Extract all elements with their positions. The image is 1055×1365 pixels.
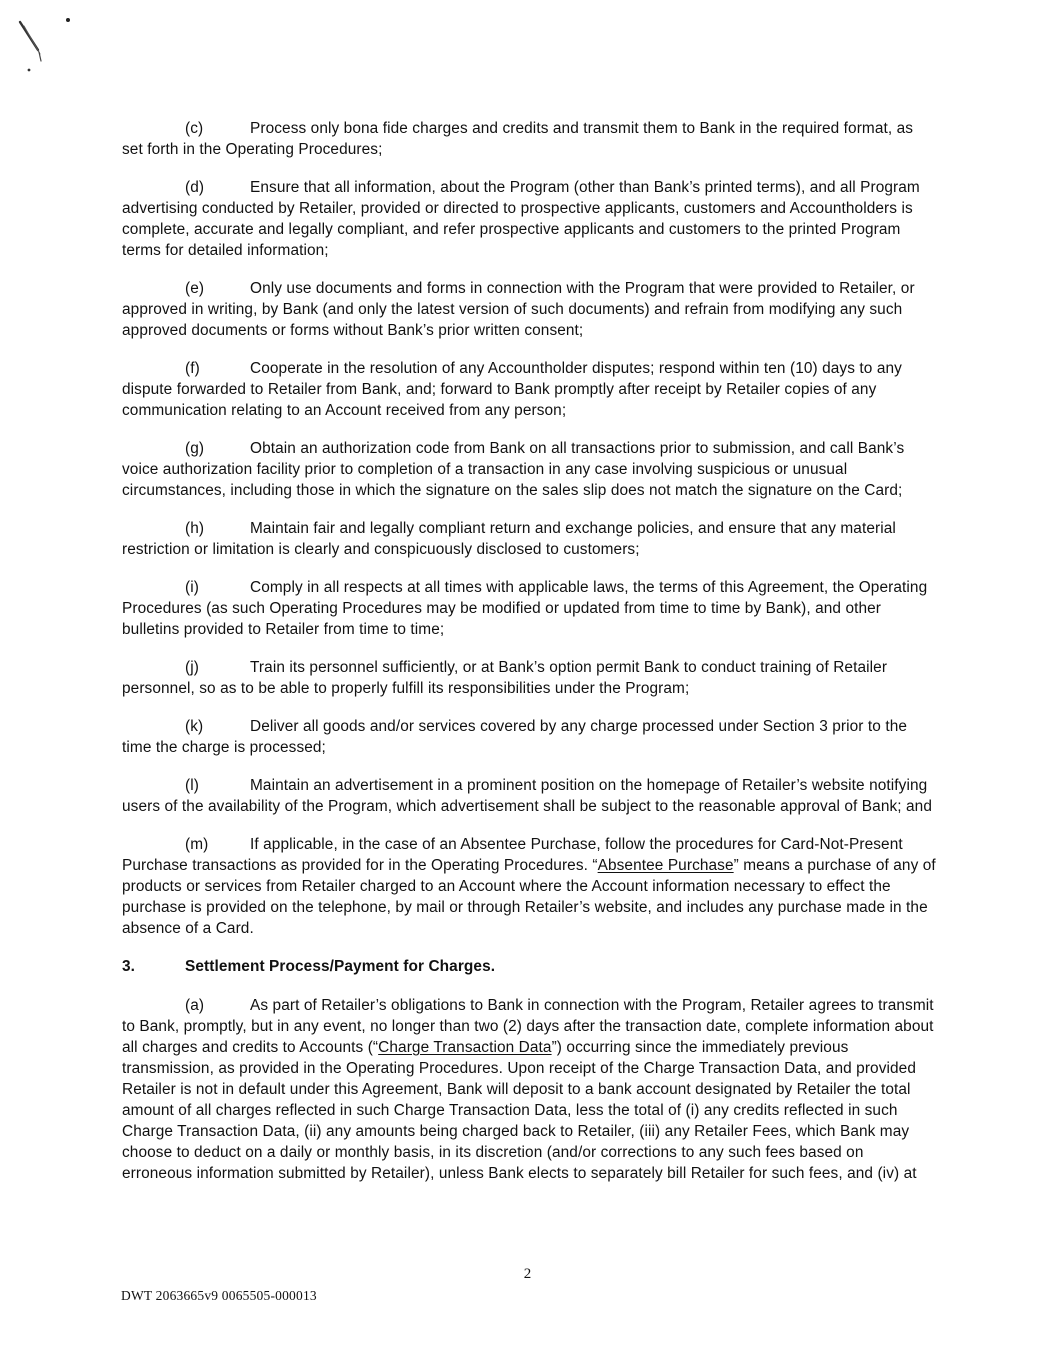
paragraph-j (122, 657, 936, 699)
paragraph-text: As part of Retailer’s obligations to Bank in connection with the Program, Retailer agrees to transmit to Bank, promptly, but in any event, no longer than two (2) days after the transaction date, complete information about all charges and credits to Accounts (“ (122, 997, 934, 1056)
paragraph-c (122, 118, 936, 160)
paragraph-label: (k) (185, 718, 204, 735)
paragraph-text: Train its personnel sufficiently, or at Bank’s option permit Bank to conduct training of Retailer personnel, so as to be able to properly fulfill its responsibilities under the Program; (122, 659, 888, 697)
paragraph-text: Cooperate in the resolution of any Accountholder disputes; respond within ten (10) days to any dispute forwarded to Retailer from Bank, and; forward to Bank promptly after receipt by Retailer copies of any communication relating to an Account received from any person; (122, 360, 902, 419)
paragraph-label: (f) (185, 360, 200, 377)
section-heading (122, 956, 936, 977)
paragraph-k (122, 716, 936, 758)
paragraph-label: (l) (185, 777, 199, 794)
page-number: 2 (523, 1266, 532, 1282)
pen-mark-icon (12, 12, 102, 82)
paragraph-text: ”) occurring since the immediately previous transmission, as provided in the Operating Procedures. Upon receipt of the Charge Transaction Data, and provided Retailer is not in default under this Agreement, Bank will deposit to a bank account designated by Retailer the total amount of all charges reflected in such Charge Transaction Data, less the total of (i) any credits reflected in such Charge Transaction Data, (ii) any amounts being charged back to Retailer, (iii) any Retailer Fees, which Bank may choose to deduct on a daily or monthly basis, in its discretion (and/or corrections to any such fees based on erroneous information submitted by Retailer), unless Bank elects to separately bill Retailer for such fees, and (iv) at (122, 1039, 917, 1182)
paragraph-text: ” means a purchase of any of products or services from Retailer charged to an Account where the Account information necessary to effect the purchase is provided on the telephone, by mail or through Retailer’s website, and includes any purchase made in the absence of a Card. (122, 857, 936, 937)
document-reference-number: DWT 2063665v9 0065505-000013 (121, 1288, 317, 1303)
paragraph-text: Maintain fair and legally compliant return and exchange policies, and ensure that any material restriction or limitation is clearly and conspicuously disclosed to customers; (122, 520, 896, 558)
paragraph-label: (a) (185, 997, 205, 1014)
paragraph-label: (d) (185, 179, 205, 196)
paragraph-i (122, 577, 936, 640)
paragraph-text: Ensure that all information, about the Program (other than Bank’s printed terms), and all Program advertising conducted by Retailer, provided or directed to prospective applicants, customers and Accountholders is complete, accurate and legally compliant, and refer prospective applicants and customers to the printed Program terms for detailed information; (122, 179, 920, 259)
paragraph-text: If applicable, in the case of an Absentee Purchase, follow the procedures for Card-Not-Present Purchase transactions as provided for in the Operating Procedures. “ (122, 836, 903, 874)
paragraph-text: Process only bona fide charges and credits and transmit them to Bank in the required format, as set forth in the Operating Procedures; (122, 120, 914, 158)
paragraph-l (122, 775, 936, 817)
paragraph-text: Only use documents and forms in connection with the Program that were provided to Retailer, or approved in writing, by Bank (and only the latest version of such documents) and refrain from modifying any such approved documents or forms without Bank’s prior written consent; (122, 280, 915, 339)
defined-term: Absentee Purchase (597, 857, 734, 874)
defined-term: Charge Transaction Data (378, 1039, 552, 1056)
paragraph-text: Maintain an advertisement in a prominent position on the homepage of Retailer’s website notifying users of the availability of the Program, which advertisement shall be subject to the reasonable approval of Bank; and (122, 777, 933, 815)
paragraph-a (122, 995, 936, 1184)
paragraph-m (122, 834, 936, 939)
document-body (122, 118, 936, 1201)
paragraph-h (122, 518, 936, 560)
paragraph-label: (c) (185, 120, 204, 137)
paragraph-label: (g) (185, 440, 205, 457)
paragraph-f (122, 358, 936, 421)
paragraph-text: Obtain an authorization code from Bank on all transactions prior to submission, and call Bank’s voice authorization facility prior to completion of a transaction in any case involving suspicious or unusual circumstances, including those in which the signature on the sales slip does not match the signature on the Card; (122, 440, 905, 499)
paragraph-text: Settlement Process/Payment for Charges. (185, 958, 496, 975)
paragraph-e (122, 278, 936, 341)
paragraph-label: (e) (185, 280, 205, 297)
paragraph-d (122, 177, 936, 261)
paragraph-label: (j) (185, 659, 199, 676)
paragraph-label: (h) (185, 520, 205, 537)
paragraph-label: (i) (185, 579, 199, 596)
paragraph-label: (m) (185, 836, 209, 853)
paragraph-g (122, 438, 936, 501)
paragraph-label: 3. (122, 958, 136, 975)
paragraph-text: Deliver all goods and/or services covered by any charge processed under Section 3 prior to the time the charge is processed; (122, 718, 908, 756)
paragraph-text: Comply in all respects at all times with applicable laws, the terms of this Agreement, the Operating Procedures (as such Operating Procedures may be modified or updated from time to time by Bank), and other bulletins provided to Retailer from time to time; (122, 579, 928, 638)
